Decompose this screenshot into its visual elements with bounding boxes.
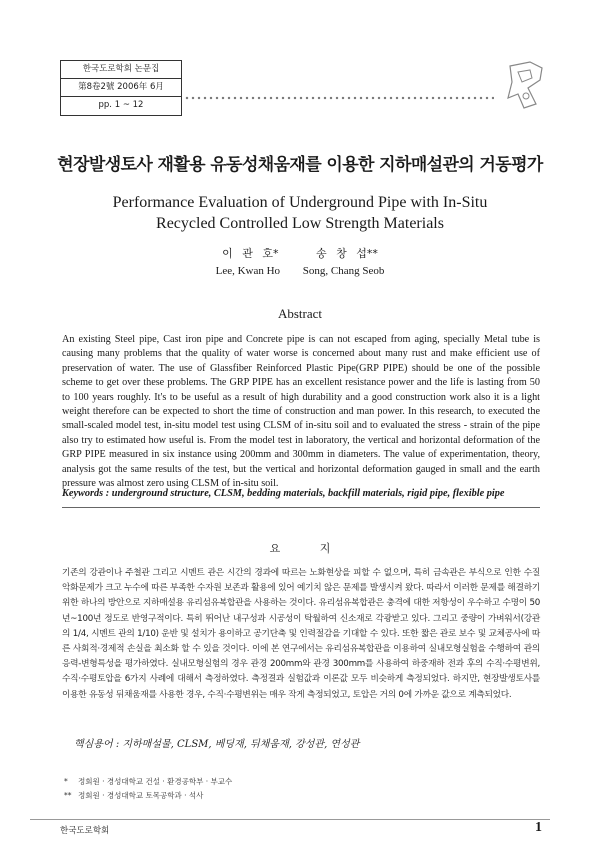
footer-rule (30, 819, 550, 820)
footnote-1-mark: * (64, 777, 68, 786)
society-logo-icon (500, 58, 550, 112)
journal-volume: 第8卷2號 2006年 6月 (61, 79, 181, 97)
title-english-line2: Recycled Controlled Low Strength Materials (156, 215, 444, 232)
journal-name: 한국도로학회 논문집 (61, 61, 181, 79)
authors-korean (150, 245, 450, 261)
abstract-text: An existing Steel pipe, Cast iron pipe and Concrete pipe is can not escaped from aging, specially Metal tube is causing many problems that the quality of water worse is concerned about many rust and make efficient use of preservation of water. The use of Glassfiber Reinforced Plastic Pipe(GRP PIPE) should be one of the possible scheme to get over these problems. The GRP PIPE has an excellent resistance power and the life is lasting from 50 to 100 years roughly. It's to be useful as a result of high durability and a good construction work also it is a light weight therefore can be expected to short the time of construction and man power. In this research, to executed the small-scaled model test, in-situ model test using CLSM of in-situ soil and to evaluated the stress - strain of the pipe also try to estimated how useful is. From the model test in laboratory, the vertical and horizontal deformation of the GRP PIPE measured in six instance using 200mm and 300mm in diameters. The value of experimentation, theory, analysis got the same results of the test, but the vertical and horizontal deformation gauged in small and the earth pressure was almost zero using CLSM of in-situ soil. (62, 334, 540, 490)
author-2-ko: 송 창 섭** (316, 247, 378, 260)
section-divider (62, 507, 540, 508)
footnote-2-text: 정회원 · 경성대학교 토목공학과 · 석사 (78, 791, 204, 800)
dotted-divider (184, 95, 494, 101)
author-1-ko: 이 관 호* (222, 247, 279, 260)
keywords-korean: 핵심용어 : 지하매설물, CLSM, 베딩재, 뒤채움재, 강성관, 연성관 (74, 739, 360, 750)
journal-pages: pp. 1 ~ 12 (98, 100, 144, 110)
footnote-2 (64, 790, 534, 801)
title-english-line1: Performance Evaluation of Underground Pipe with In-Situ (112, 194, 488, 211)
page-number: 1 (535, 820, 542, 835)
title-english (60, 192, 540, 234)
footer-society: 한국도로학회 (60, 826, 110, 836)
title-korean: 현장발생토사 재활용 유동성채움재를 이용한 지하매설관의 거동평가 (57, 155, 543, 175)
footnote-1 (64, 776, 534, 787)
author-2-en: Song, Chang Seob (302, 265, 385, 277)
footnote-1-text: 정회원 · 경성대학교 건설 · 환경공학부 · 부교수 (78, 777, 233, 786)
author-1-en: Lee, Kwan Ho (215, 265, 281, 277)
korean-summary-heading: 요 지 (269, 542, 349, 555)
authors-english (150, 265, 450, 277)
journal-info-box (60, 60, 182, 116)
korean-summary-text: 기존의 강관이나 주철관 그리고 시멘트 관은 시간의 경과에 따르는 노화현상을 피할 수 없으며, 특히 금속관은 부식으로 인한 수질 악화문제가 크고 누수에 따른 부족한 수자원 보존과 활용에 있어 예기치 않은 문제를 발생시켜 왔다. 따라서 이러한 문제를 해결하기 위한 하나의 방안으로 지하매설용 유리섬유복합관을 사용하는 것이다. 유리섬유복합관은 충격에 대한 저항성이 우수하고 수명이 50년~100년 정도로 반영구적이다. 특히 뛰어난 내구성과 시공성이 탁월하여 신소재로 각광받고 있다. 그리고 중량이 가벼워서(강관의 1/4, 시멘트 관의 1/10) 운반 및 설치가 용이하고 공기단축 및 인력절감을 기대할 수 있다. 또한 짧은 관로 보수 및 교체공사에 따른 사회적·경제적 손실을 최소화 할 수 있을 것이다. 이에 본 연구에서는 유리섬유복합관을 이용하여 실내모형실험을 수행하여 관의 응력-변형특성을 평가하였다. 실내모형실험의 경우 관경 200mm와 관경 300mm를 사용하여 하중재하 전과 후의 수직·수평변위, 수직·수평토압을 6가지 사례에 대해서 측정하였다. 측정결과 실험값과 이론값 모두 비슷하게 측정되었다. 하지만, 현장발생토사를 이용한 유동성 뒤채움재를 사용한 경우, 수직·수평변위는 매우 작게 측정되었고, 토압은 거의 0에 가까운 값으로 계측되었다. (62, 568, 540, 700)
footnote-2-mark: ** (64, 791, 72, 800)
abstract-heading: Abstract (277, 306, 323, 321)
keywords-english: Keywords : underground structure, CLSM, bedding materials, backfill materials, rigid pipe, flexible pipe (62, 488, 505, 499)
